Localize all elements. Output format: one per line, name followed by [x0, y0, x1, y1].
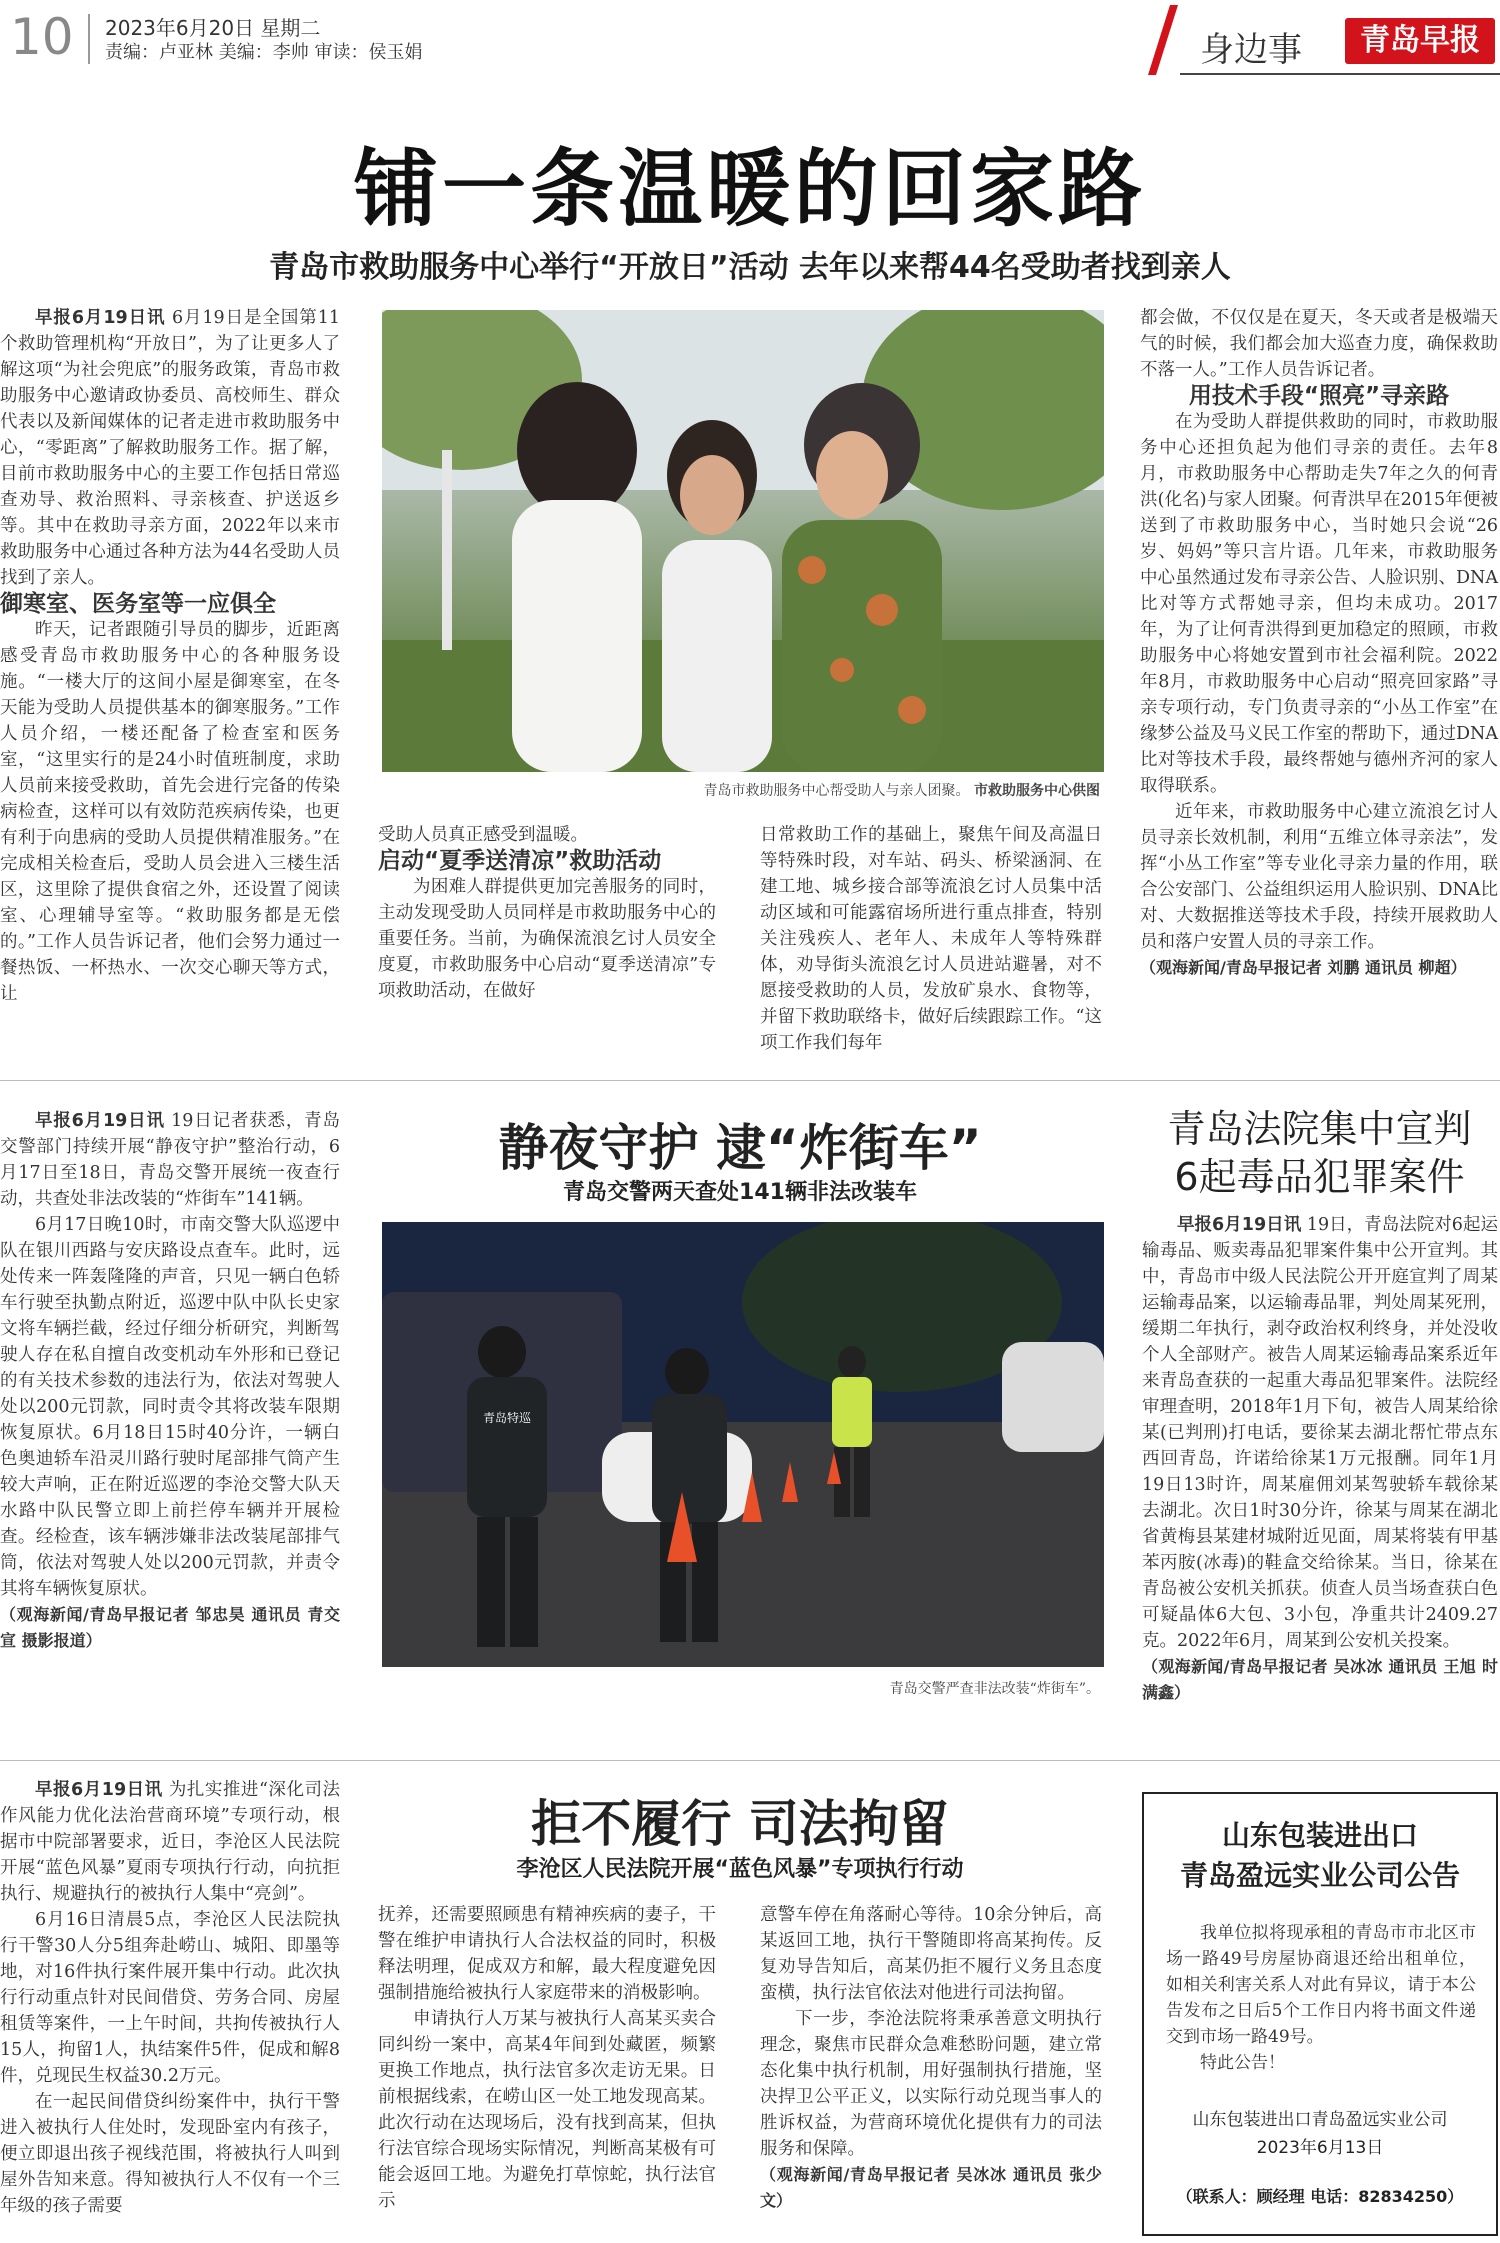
article2-lead: 早报6月19日讯 [35, 1111, 165, 1131]
article1-col4-top: 都会做，不仅仅是在夏天，冬天或者是极端天气的时候，我们都会加大巡查力度，确保救助不落一人。”工作人员告诉记者。 [1140, 308, 1498, 380]
article1-col1 [0, 305, 340, 1007]
notice-closing: 特此公告！ [1200, 2053, 1285, 2073]
article1-col3 [760, 822, 1102, 1056]
article1-photo-caption [530, 780, 1100, 800]
article4-col1-p2: 6月16日清晨5点，李沧区人民法院执行干警30人分5组奔赴崂山、城阳、即墨等地，对16件执行案件展开集中行动。此次执行行动重点针对民间借贷、劳务合同、房屋租赁等案件，一上午时间，共拘传被执行人15人，拘留1人，执结案件5件，促成和解8件，兑现民生权益30.2万元。 [0, 1910, 340, 2086]
article1-title: 铺一条温暖的回家路 [353, 140, 1146, 238]
section-divider [0, 1080, 1500, 1081]
article1-col4-body: 在为受助人群提供救助的同时，市救助服务中心还担负起为他们寻亲的责任。去年8月，市救助服务中心帮助走失7年之久的何青洪(化名)与家人团聚。何青洪早在2015年便被送到了市救助服务中心，当时她只会说“26岁、妈妈”等只言片语。几年来，市救助服务中心虽然通过发布寻亲公告、人脸识别、DNA比对等方式帮她寻亲，但均未成功。2017年，为了让何青洪得到更加稳定的照顾，市救助服务中心将她安置到市社会福利院。2022年8月，市救助服务中心启动“照亮回家路”寻亲专项行动，专门负责寻亲的“小丛工作室”在缘梦公益及马义民工作室的帮助下，通过DNA比对等技术手段，最终帮她与德州齐河的家人取得联系。 [1140, 412, 1498, 796]
article1-photo [382, 310, 1104, 772]
article4-subtitle: 李沧区人民法院开展“蓝色风暴”专项执行行动 [516, 1857, 964, 1882]
article1-subtitle: 青岛市救助服务中心举行“开放日”活动 去年以来帮44名受助者找到亲人 [269, 250, 1231, 285]
public-notice-box [1142, 1792, 1498, 2236]
notice-signer: 山东包装进出口青岛盈远实业公司 [1192, 2110, 1448, 2130]
article2-body2: 6月17日晚10时，市南交警大队巡逻中队在银川西路与安庆路设点查车。此时，远处传来一阵轰隆隆的声音，只见一辆白色轿车行驶至执勤点附近，巡逻中队中队长史家文将车辆拦截，经过仔细分析研究，判断驾驶人存在私自擅自改变机动车外形和已登记的有关技术参数的违法行为，依法对驾驶人处以200元罚款，同时责令其将改装车限期恢复原状。6月18日15时40分许，一辆白色奥迪轿车沿灵川路行驶时尾部排气筒产生较大声响，正在附近巡逻的李沧交警大队天水路中队民警立即上前拦停车辆并开展检查。经检查，该车辆涉嫌非法改装尾部排气筒，依法对驾驶人处以200元罚款，并责令其将车辆恢复原状。 [0, 1215, 340, 1599]
article3-title-line1: 青岛法院集中宣判 [1167, 1107, 1472, 1151]
article2-photo-caption: 青岛交警严查非法改装“炸街车”。 [889, 1681, 1100, 1697]
article1-col2-body: 为困难人群提供更加完善服务的同时，主动发现受助人员同样是市救助服务中心的重要任务。当前，为确保流浪乞讨人员安全度夏，市救助服务中心启动“夏季送清凉”专项救助活动，在做好 [378, 877, 716, 1001]
article2-col1 [0, 1108, 340, 1654]
article1-col4 [1140, 305, 1498, 981]
notice-body: 我单位拟将现承租的青岛市市北区市场一路49号房屋协商退还给出租单位，如相关利害关系人对此有异议，请于本公告发布之日后5个工作日内将书面文件递交到市场一路49号。 [1166, 1923, 1476, 2047]
article4-title: 拒不履行 司法拘留 [531, 1795, 949, 1853]
article4-col1-p3: 在一起民间借贷纠纷案件中，执行干警进入被执行人住处时，发现卧室内有孩子，便立即退出孩子视线范围，将被执行人叫到屋外告知来意。得知被执行人不仅有一个三年级的孩子需要 [0, 2092, 340, 2216]
article1-intro: 6月19日是全国第11个救助管理机构“开放日”，为了让更多人了解这项“为社会兜底”的服务政策，青岛市救助服务中心邀请政协委员、高校师生、群众代表以及新闻媒体的记者走进市救助服务中心，“零距离”了解救助服务工作。据了解，目前市救助服务中心的主要工作包括日常巡查劝导、救治照料、寻亲核查、护送返乡等。其中在救助寻亲方面，2022年以来市救助服务中心通过各种方法为44名受助人员找到了亲人。 [0, 308, 340, 588]
section-name: 身边事 [1200, 30, 1302, 70]
article1-col1-body: 昨天，记者跟随引导员的脚步，近距离感受青岛市救助服务中心的各种服务设施。“一楼大厅的这间小屋是御寒室，在冬天能为受助人员提供基本的御寒服务。”工作人员介绍，一楼还配备了检查室和医务室，“这里实行的是24小时值班制度，求助人员前来接受救助，首先会进行完备的传染病检查，这样可以有效防范疾病传染，也更有利于向患病的受助人员提供精准服务。”在完成相关检查后，受助人员会进入三楼生活区，这里除了提供食宿之外，还设置了阅读室、心理辅导室等。“救助服务都是无偿的。”工作人员告诉记者，他们会努力通过一餐热饭、一杯热水、一次交心聊天等方式，让 [0, 620, 340, 1004]
issue-date: 2023年6月20日 星期二 [105, 16, 321, 40]
article2-photo [382, 1222, 1104, 1667]
article2-body1: 19日记者获悉，青岛交警部门持续开展“静夜守护”整治行动，6月17日至18日，青岛交警开展统一夜查行动，共查处非法改装的“炸街车”141辆。 [0, 1111, 340, 1209]
article3-body [1142, 1212, 1498, 1706]
header-divider [88, 14, 90, 64]
article4-intro: 为扎实推进“深化司法作风能力优化法治营商环境”专项行动，根据市中院部署要求，近日，李沧区人民法院开展“蓝色风暴”夏雨专项执行行动，向抗拒执行、规避执行的被执行人集中“亮剑”。 [0, 1780, 340, 1904]
article4-col1 [0, 1777, 340, 2219]
notice-date: 2023年6月13日 [1256, 2138, 1384, 2158]
article4-col2 [378, 1902, 716, 2214]
article1-col3-body: 日常救助工作的基础上，聚焦午间及高温日等特殊时段，对车站、码头、桥梁涵洞、在建工地、城乡接合部等流浪乞讨人员集中活动区域和可能露宿场所进行重点排查，特别关注残疾人、老年人、未成年人等特殊群体，劝导街头流浪乞讨人员进站避暑，对不愿接受救助的人员，发放矿泉水、食物等，并留下救助联络卡，做好后续跟踪工作。“这项工作我们每年 [760, 825, 1102, 1053]
article3-byline: （观海新闻/青岛早报记者 吴冰冰 通讯员 王旭 时满鑫） [1142, 1657, 1498, 1702]
article3-title [1142, 1105, 1497, 1201]
article2-subtitle: 青岛交警两天查处141辆非法改装车 [563, 1180, 917, 1205]
page-number: 10 [10, 8, 74, 66]
officer-vest-label: 青岛特巡 [482, 1411, 532, 1425]
article1-col2-top: 受助人员真正感受到温暖。 [378, 825, 588, 845]
newspaper-logo: 青岛早报 [1345, 18, 1495, 64]
article1-subheading3: 用技术手段“照亮”寻亲路 [1188, 383, 1450, 409]
article4-col3-p1: 意警车停在角落耐心等待。10余分钟后，高某返回工地，执行干警随即将高某拘传。反复劝导告知后，高某仍拒不履行义务且态度蛮横，执行法官依法对他进行司法拘留。 [760, 1905, 1102, 2003]
article4-col3-p2: 下一步，李沧法院将秉承善意文明执行理念，聚焦市民群众急难愁盼问题，建立常态化集中执行机制，用好强制执行措施，坚决捍卫公平正义，以实际行动兑现当事人的胜诉权益，为营商环境优化提供有力的司法服务和保障。 [760, 2009, 1102, 2159]
article2-byline: （观海新闻/青岛早报记者 邹忠昊 通讯员 青交宣 摄影报道） [0, 1605, 340, 1650]
notice-contact: （联系人：顾经理 电话：82834250） [1176, 2187, 1464, 2206]
photo-caption-text: 青岛市救助服务中心帮受助人与亲人团聚。 [703, 783, 970, 799]
editor-credits: 责编：卢亚林 美编：李帅 审读：侯玉娟 [105, 42, 423, 63]
article4-col2-p1: 抚养，还需要照顾患有精神疾病的妻子，干警在维护申请执行人合法权益的同时，积极释法明理，促成双方和解，最大程度避免因强制措施给被执行人家庭带来的消极影响。 [378, 1905, 716, 2003]
article1-lead: 早报6月19日讯 [35, 308, 166, 328]
article4-byline: （观海新闻/青岛早报记者 吴冰冰 通讯员 张少文） [760, 2165, 1102, 2210]
article1-subheading1: 御寒室、医务室等一应俱全 [0, 591, 276, 617]
section-divider-2 [0, 1760, 1500, 1761]
article1-subheading2: 启动“夏季送清凉”救助活动 [378, 848, 662, 874]
article1-byline: （观海新闻/青岛早报记者 刘鹏 通讯员 柳超） [1140, 958, 1467, 977]
article3-title-line2: 6起毒品犯罪案件 [1174, 1155, 1465, 1199]
article4-col2-p2: 申请执行人万某与被执行人高某买卖合同纠纷一案中，高某4年间到处藏匿，频繁更换工作地点，执行法官多次走访无果。日前根据线索，在崂山区一处工地发现高某。此次行动在达现场后，没有找到高某，但执行法官综合现场实际情况，判断高某极有可能会返回工地。为避免打草惊蛇，执行法官示 [378, 2009, 716, 2211]
notice-title-line1: 山东包装进出口 [1221, 1819, 1418, 1852]
photo-credit: 市救助服务中心供图 [974, 783, 1100, 799]
notice-title-line2: 青岛盈远实业公司公告 [1179, 1859, 1460, 1892]
article3-lead: 早报6月19日讯 [1177, 1215, 1302, 1235]
article1-col2 [378, 822, 716, 1004]
article4-lead: 早报6月19日讯 [35, 1780, 163, 1800]
article3-text: 19日，青岛法院对6起运输毒品、贩卖毒品犯罪案件集中公开宣判。其中，青岛市中级人民法院公开开庭宣判了周某运输毒品案，以运输毒品罪，判处周某死刑，缓期二年执行，剥夺政治权利终身，并处没收个人全部财产。被告人周某运输毒品案系近年来青岛查获的一起重大毒品犯罪案件。法院经审理查明，2018年1月下旬，被告人周某给徐某(已判刑)打电话，要徐某去湖北帮忙带点东西回青岛，许诺给徐某1万元报酬。同年1月19日13时许，周某雇佣刘某驾驶轿车载徐某去湖北。次日1时30分许，徐某与周某在湖北省黄梅县某建材城附近见面，周某将装有甲基苯丙胺(冰毒)的鞋盒交给徐某。当日，徐某在青岛被公安机关抓获。侦查人员当场查获白色可疑晶体6大包、3小包，净重共计2409.27克。2022年6月，周某到公安机关投案。 [1142, 1215, 1498, 1651]
article2-title: 静夜守护 逮“炸街车” [498, 1119, 982, 1177]
article4-col3 [760, 1902, 1102, 2214]
article1-col4-body2: 近年来，市救助服务中心建立流浪乞讨人员寻亲长效机制，利用“五维立体寻亲法”，发挥“小丛工作室”等专业化寻亲力量的作用，联合公安部门、公益组织运用人脸识别、DNA比对、大数据推送等技术手段，持续开展救助人员和落户安置人员的寻亲工作。 [1140, 802, 1498, 952]
